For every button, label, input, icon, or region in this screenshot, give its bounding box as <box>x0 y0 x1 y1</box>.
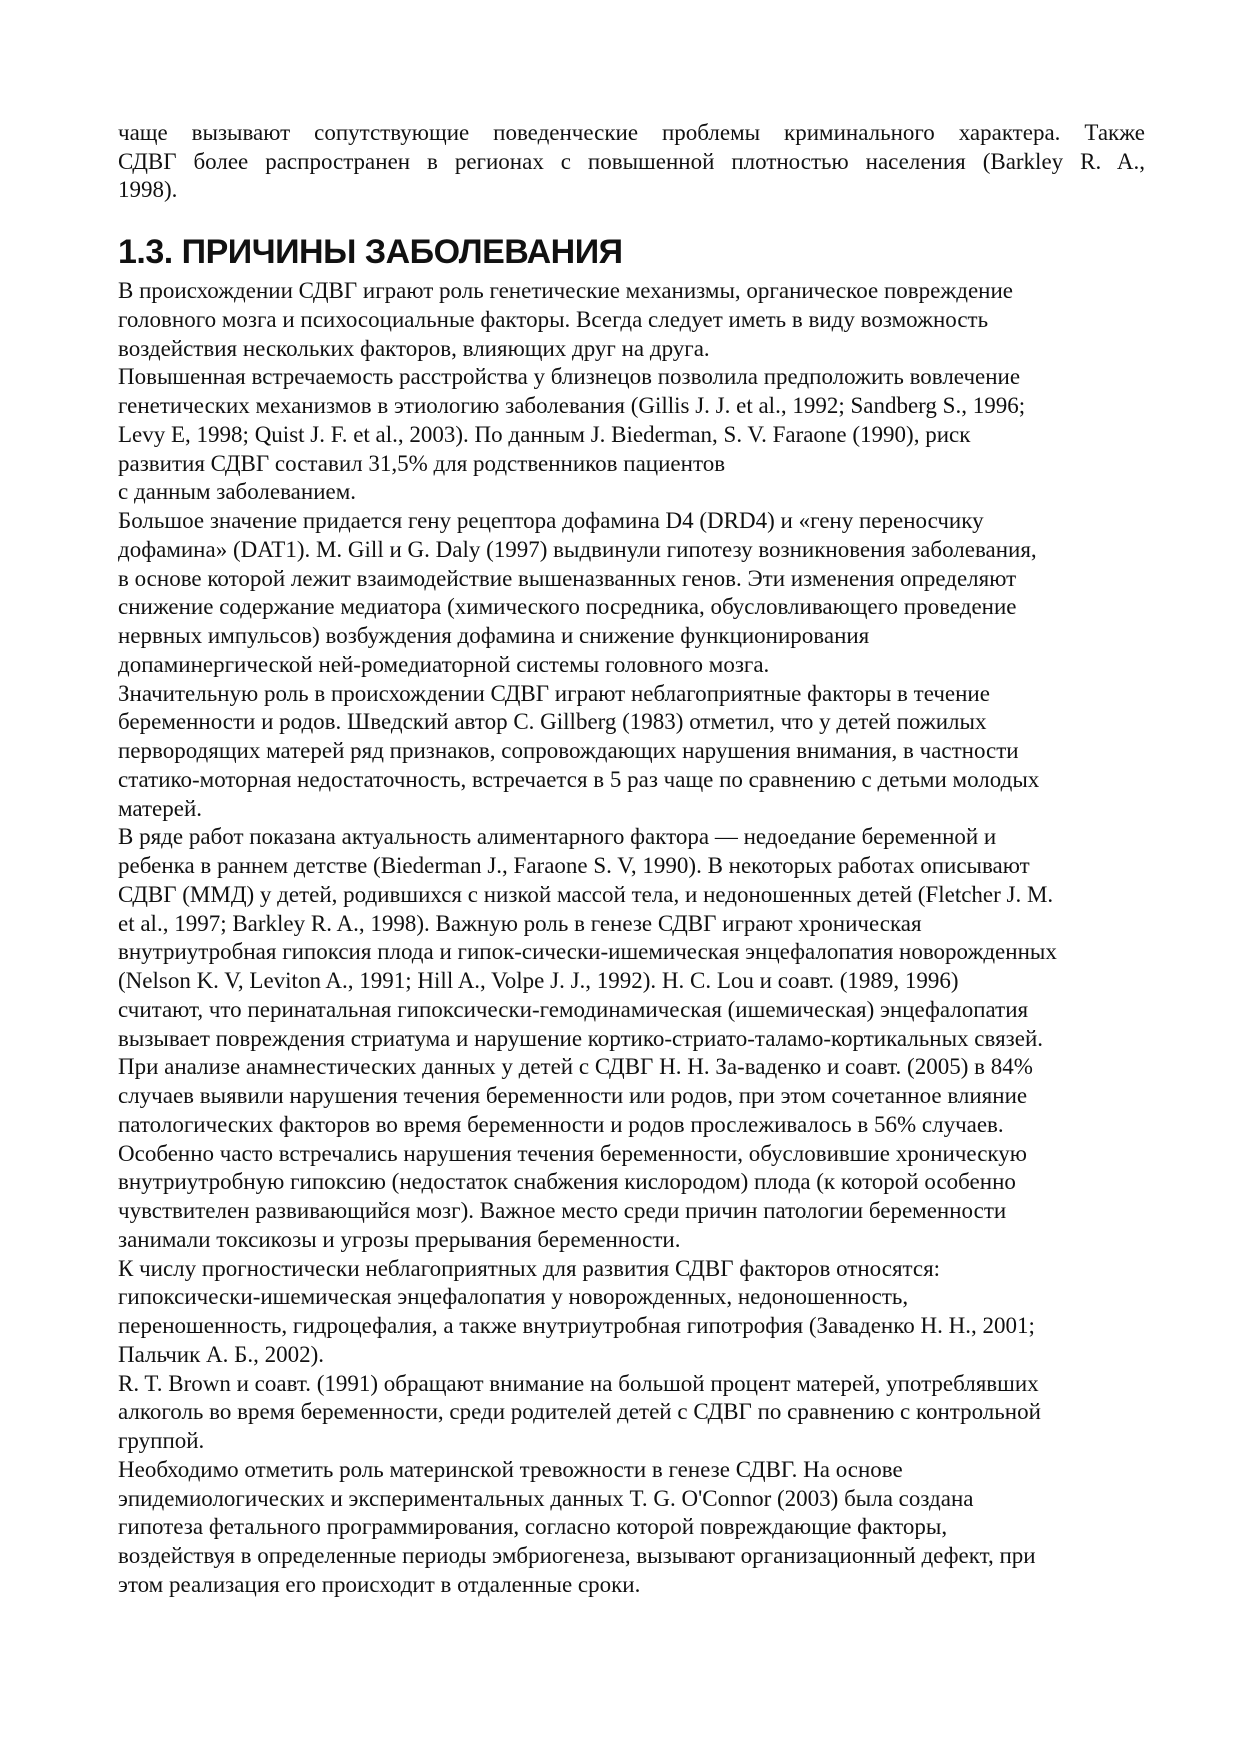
section-body <box>118 277 1158 1600</box>
text-line: 1998). <box>118 177 178 202</box>
text-line: чувствителен развивающийся мозг). Важное место среди причин патологии беременности <box>118 1198 1007 1223</box>
text-line: матерей. <box>118 795 203 821</box>
text-line: этом реализация его происходит в отдаленные сроки. <box>118 1571 641 1597</box>
text-line: развития СДВГ составил 31,5% для родственников пациентов <box>118 450 726 476</box>
text-line: (Nelson K. V, Leviton A., 1991; Hill A., Volpe J. J., 1992). H. C. Lou и соавт. (1989, 1996) <box>118 968 959 993</box>
text-line: Levy E, 1998; Quist J. F. et al., 2003). По данным J. Biederman, S. V. Faraone (1990), риск <box>118 421 971 447</box>
text-line: снижение содержание медиатора (химического посредника, обусловливающего проведение <box>118 594 1017 620</box>
text-line: К числу прогностически неблагоприятных для развития СДВГ факторов относятся: <box>118 1255 941 1281</box>
text-line: СДВГ более распространен в регионах с повышенной плотностью населения (Barkley R. A., <box>118 148 1145 174</box>
text-line: алкоголь во время беременности, среди родителей детей с СДВГ по сравнению с контрольной <box>118 1399 1041 1425</box>
text-line: Пальчик А. Б., 2002). <box>118 1341 325 1367</box>
text-line: Особенно часто встречались нарушения течения беременности, обусловившие хроническую <box>118 1140 1027 1166</box>
text-line: При анализе анамнестических данных у детей с СДВГ Н. Н. За-ваденко и соавт. (2005) в 84% <box>118 1054 1033 1080</box>
paragraph <box>118 507 1158 680</box>
text-line: Значительную роль в происхождении СДВГ играют неблагоприятные факторы в течение <box>118 680 990 706</box>
paragraph <box>118 1053 1158 1254</box>
text-line: Большое значение придается гену рецептора дофамина D4 (DRD4) и «гену переносчику <box>118 508 984 533</box>
text-line: Необходимо отметить роль материнской тревожности в генезе СДВГ. На основе <box>118 1456 903 1482</box>
text-line: чаще вызывают сопутствующие поведенческие проблемы криминального характера. Также <box>118 120 1145 145</box>
text-line: патологических факторов во время беременности и родов прослеживалось в 56% случаев. <box>118 1111 1004 1137</box>
text-line: внутриутробную гипоксию (недостаток снабжения кислородом) плода (к которой особенно <box>118 1169 1016 1195</box>
text-line: нервных импульсов) возбуждения дофамина и снижение функционирования <box>118 623 870 648</box>
text-line: генетических механизмов в этиологию заболевания (Gillis J. J. et al., 1992; Sandberg S., 1996; <box>118 393 1026 418</box>
paragraph <box>118 277 1158 363</box>
text-line: беременности и родов. Шведский автор C. Gillberg (1983) отметил, что у детей пожилых <box>118 709 987 735</box>
text-line: ребенка в раннем детстве (Biederman J., Faraone S. V, 1990). В некоторых работах описывают <box>118 853 1030 878</box>
text-line: В происхождении СДВГ играют роль генетические механизмы, органическое повреждение <box>118 278 1013 303</box>
text-line: эпидемиологических и экспериментальных данных T. G. O'Connor (2003) была создана <box>118 1485 974 1511</box>
paragraph <box>118 1370 1158 1456</box>
text-line: СДВГ (ММД) у детей, родившихся с низкой массой тела, и недоношенных детей (Fletcher J. M. <box>118 881 1054 907</box>
text-line: дофамина» (DAT1). M. Gill и G. Daly (1997) выдвинули гипотезу возникновения заболевания, <box>118 536 1037 562</box>
text-line: статико-моторная недостаточность, встречается в 5 раз чаще по сравнению с детьми молодых <box>118 766 1040 792</box>
text-line: внутриутробная гипоксия плода и гипок-сически-ишемическая энцефалопатия новорожденных <box>118 939 1057 965</box>
text-line: В ряде работ показана актуальность алиментарного фактора — недоедание беременной и <box>118 824 997 850</box>
text-line: с данным заболеванием. <box>118 479 357 505</box>
text-line: считают, что перинатальная гипоксически-гемодинамическая (ишемическая) энцефалопатия <box>118 996 1029 1022</box>
text-line: вызывает повреждения стриатума и нарушение кортико-стриато-таламо-кортикальных связей. <box>118 1025 1043 1051</box>
text-line: переношенность, гидроцефалия, а также внутриутробная гипотрофия (Заваденко Н. Н., 2001; <box>118 1313 1035 1338</box>
text-line: случаев выявили нарушения течения беременности или родов, при этом сочетанное влияние <box>118 1083 1028 1108</box>
paragraph <box>118 823 1158 1053</box>
paragraph <box>118 363 1158 507</box>
text-line: занимали токсикозы и угрозы прерывания беременности. <box>118 1226 681 1252</box>
text-line: группой. <box>118 1428 205 1453</box>
text-line: гипоксически-ишемическая энцефалопатия у новорожденных, недоношенность, <box>118 1284 909 1310</box>
text-line: гипотеза фетального программирования, согласно которой повреждающие факторы, <box>118 1514 948 1540</box>
text-line: R. T. Brown и соавт. (1991) обращают внимание на большой процент матерей, употреблявших <box>118 1370 1039 1396</box>
text-line: воздействуя в определенные периоды эмбриогенеза, вызывают организационный дефект, при <box>118 1543 1036 1568</box>
text-line: первородящих матерей ряд признаков, сопровождающих нарушения внимания, в частности <box>118 738 1019 763</box>
paragraph <box>118 1255 1158 1370</box>
text-line: воздействия нескольких факторов, влияющих друг на друга. <box>118 335 710 361</box>
section-heading: 1.3. ПРИЧИНЫ ЗАБОЛЕВАНИЯ <box>118 233 623 271</box>
text-line: допаминергической ней-ромедиаторной системы головного мозга. <box>118 651 770 677</box>
paragraph <box>118 1456 1158 1600</box>
text-line: Повышенная встречаемость расстройства у близнецов позволила предположить вовлечение <box>118 364 1021 390</box>
text-line: в основе которой лежит взаимодействие вышеназванных генов. Эти изменения определяют <box>118 565 1017 591</box>
intro-paragraph <box>118 119 1145 205</box>
paragraph <box>118 680 1158 824</box>
text-line: et al., 1997; Barkley R. A., 1998). Важную роль в генезе СДВГ играют хроническая <box>118 910 922 936</box>
text-line: головного мозга и психосоциальные факторы. Всегда следует иметь в виду возможность <box>118 306 989 332</box>
